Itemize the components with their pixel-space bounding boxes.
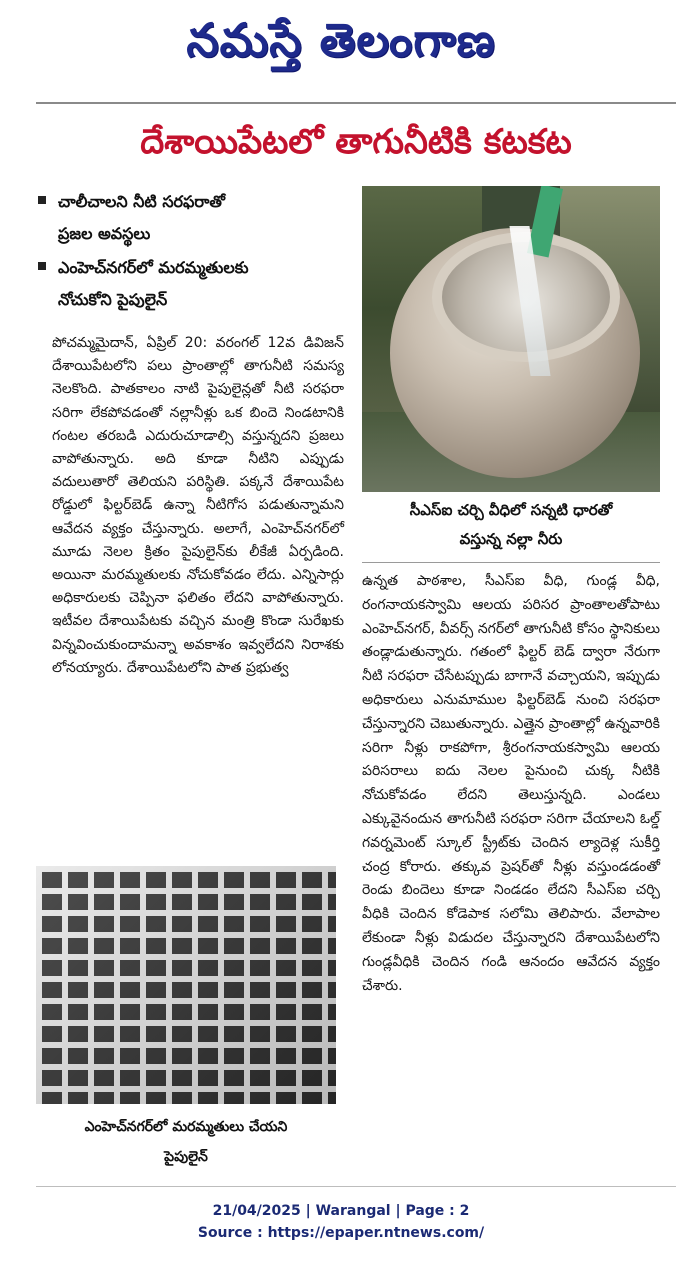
photo2-caption xyxy=(36,1112,336,1172)
bullet-square-icon xyxy=(38,196,46,204)
water-pot-photo xyxy=(362,186,660,492)
top-divider xyxy=(36,102,676,104)
footer-date-edition: 21/04/2025 | Warangal | Page : 2 xyxy=(212,1203,470,1219)
bullet-line: చాలీచాలని నీటి సరఫరాతో xyxy=(58,192,226,211)
bottom-divider xyxy=(36,1186,676,1187)
article-headline: దేశాయిపేటలో తాగునీటికి కటకట xyxy=(140,122,572,162)
footer-source-link[interactable]: Source : https://epaper.ntnews.com/ xyxy=(197,1225,485,1241)
caption-divider xyxy=(362,562,660,563)
page-footer xyxy=(0,1200,682,1244)
caption-line: పైపులైన్ xyxy=(164,1149,208,1165)
masthead xyxy=(0,0,682,92)
article-body-left: పోచమ్మమైదాన్, ఏప్రిల్ 20: వరంగల్ 12వ డివిజన్ దేశాయిపేటలోని పలు ప్రాంతాల్లో తాగునీటి సమస్య నెలకొంది. పాతకాలం నాటి పైపులైన్లతో నీటి సరఫరా సరిగా లేకపోవడంతో నల్లానీళ్లు ఒక బిందె నిండటానికి గంటల తరబడి ఎదురుచూడాల్సి వస్తున్నదని ప్రజలు వాపోతున్నారు. అది కూడా నీటిని ఎప్పుడు వదులుతారో తెలియని పరిస్థితి. పక్కనే దేశాయిపేట రోడ్డులో ఫిల్టర్‌బెడ్ ఉన్నా నీటిగోస పడుతున్నామని ఆవేదన వ్యక్తం చేస్తున్నారు. అలాగే, ఎంహెచ్‌నగర్‌లో మూడు నెలల క్రితం పైపులైన్‌కు లీకేజీ ఏర్పడింది. అయినా మరమ్మతులకు నోచుకోవడం లేదు. ఎన్నిసార్లు అధికారులకు చెప్పినా ఫలితం లేదని వాపోతున్నారు. ఇటీవల దేశాయిపేటకు వచ్చిన మంత్రి కొండా సురేఖకు విన్నవించుకుందామన్నా అవకాశం ఇవ్వలేదని నిరాశకు లోనయ్యారు. దేశాయిపేటలోని పాత ప్రభుత్వ xyxy=(52,335,344,676)
pipeline-grate-photo xyxy=(36,866,336,1104)
caption-line: ఎంహెచ్‌నగర్‌లో మరమ్మతులు చేయని xyxy=(84,1119,288,1135)
bullet-square-icon xyxy=(38,262,46,270)
article-body-right: ఉన్నత పాఠశాల, సీఎస్ఐ వీధి, గుండ్ల వీధి, రంగనాయకస్వామి ఆలయ పరిసర ప్రాంతాలతోపాటు ఎంహెచ్‌నగర్, వీవర్స్ నగర్‌లో తాగునీటి కోసం స్థానికులు తండ్లాడుతున్నారు. గతంలో ఫిల్టర్ బెడ్ ద్వారా నేరుగా నీటి సరఫరా చేసేటప్పుడు బాగానే వచ్చాయని, ఇప్పుడు అధికారులు ఎనుమాముల ఫిల్టర్‌బెడ్ నుంచి సరఫరా చేస్తున్నారని చెబుతున్నారు. ఎత్తైన ప్రాంతాల్లో ఉన్నవారికి సరిగా నీళ్లు రాకపోగా, శ్రీరంగనాయకస్వామి ఆలయ పరిసరాలు ఐదు నెలల పైనుంచి చుక్క నీటికి నోచుకోవడం లేదని తెలుస్తున్నది. ఎండలు ఎక్కువైనందున తాగునీటి సరఫరా సరిగా చేయాలని ఓల్డ్ గవర్నమెంట్ స్కూల్ స్ట్రీట్‌కు చెందిన ల్యాదెళ్ల సుకీర్తి చంద్ర కోరారు. తక్కువ ప్రెషర్‌తో నీళ్లు వస్తుండడంతో రెండు బిందెలు కూడా నిండడం లేదని సీఎస్ఐ చర్చి వీధికి చెందిన కోడెపాక సలోమి తెలిపారు. వేలాపాల లేకుండా నీళ్లు విడుదల చేస్తున్నారని దేశాయిపేటలోని గుండ్లవీధికి చెందిన గండి ఆనందం ఆవేదన వ్యక్తం చేశారు. xyxy=(362,573,660,994)
bullet-item xyxy=(36,252,346,316)
caption-line: సీఎస్ఐ చర్చి వీధిలో సన్నటి ధారతో xyxy=(409,501,613,519)
photo1-caption xyxy=(362,496,660,554)
subheadline-bullets xyxy=(36,186,346,318)
bullet-item xyxy=(36,186,346,250)
bullet-line: ప్రజల అవస్థలు xyxy=(58,224,151,243)
bullet-line: ఎంహెచ్‌నగర్‌లో మరమ్మతులకు xyxy=(58,258,249,277)
newspaper-logo: నమస్తే తెలంగాణ xyxy=(186,13,496,67)
bullet-line: నోచుకోని పైపులైన్ xyxy=(58,290,168,309)
caption-line: వస్తున్న నల్లా నీరు xyxy=(459,530,563,548)
